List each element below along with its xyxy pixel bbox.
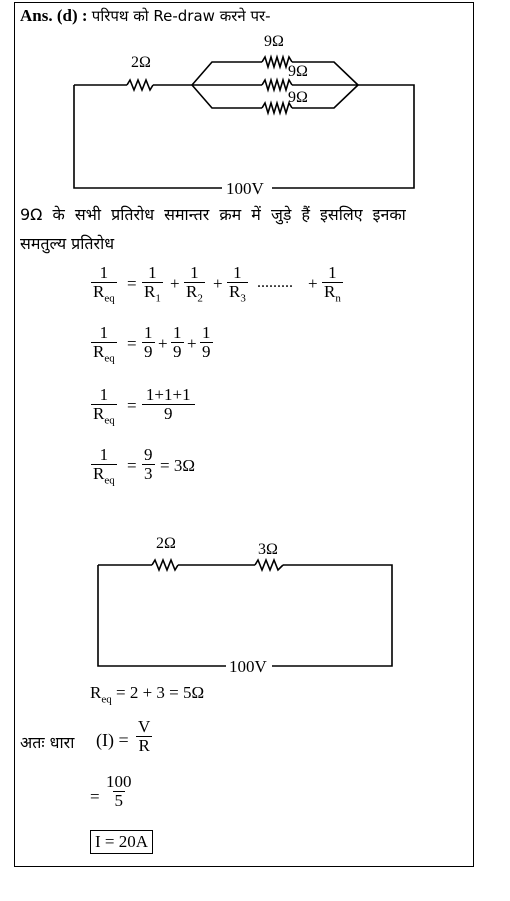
circuit1-source-label: 100V	[226, 179, 264, 198]
eq1-term4-num: 1	[328, 263, 337, 282]
current-label: अतः धारा	[20, 733, 75, 752]
eq1-term1-num: 1	[148, 263, 157, 282]
answer-label: Ans. (d) :	[20, 6, 88, 25]
current-formula-frac: $\frac{V}{R}$	[138, 717, 151, 755]
circuit1-r-parallel-3-label: 9Ω	[288, 89, 308, 106]
circuit2-source-label: 100V	[229, 657, 267, 676]
req-total-line: $R_{eq} = 2 + 3 = 5\Omega$	[90, 683, 205, 706]
circuit2-r1-label: 2Ω	[156, 535, 176, 552]
circuit2-r2-label: 3Ω	[258, 541, 278, 558]
eq1-lhs-num: 1	[99, 263, 109, 282]
eq1-dots: .........	[257, 274, 293, 291]
circuit1-r-parallel-1-label: 9Ω	[264, 33, 284, 50]
current-symbol: (I) =	[96, 730, 129, 750]
parallel-explanation-line1: 9Ω के सभी प्रतिरोध समान्तर क्रम में जुड़े हैं इसलिए इनका	[20, 205, 406, 224]
circuit1-r-series-label: 2Ω	[131, 54, 151, 71]
circuit1-r-parallel-2-label: 9Ω	[288, 63, 308, 80]
eq1-lhs-den: $R_{eq}$	[93, 281, 115, 305]
eq1-term3-num: 1	[233, 263, 242, 282]
eq1-term2-num: 1	[190, 263, 199, 282]
final-current-box: I = 20A	[90, 830, 153, 854]
parallel-explanation-line2: समतुल्य प्रतिरोध	[20, 234, 115, 253]
current-step-frac: $\frac{100}{5}$	[106, 772, 132, 810]
current-step-eq: =	[90, 787, 100, 806]
answer-title: परिपथ को Re-draw करने पर-	[91, 7, 271, 25]
